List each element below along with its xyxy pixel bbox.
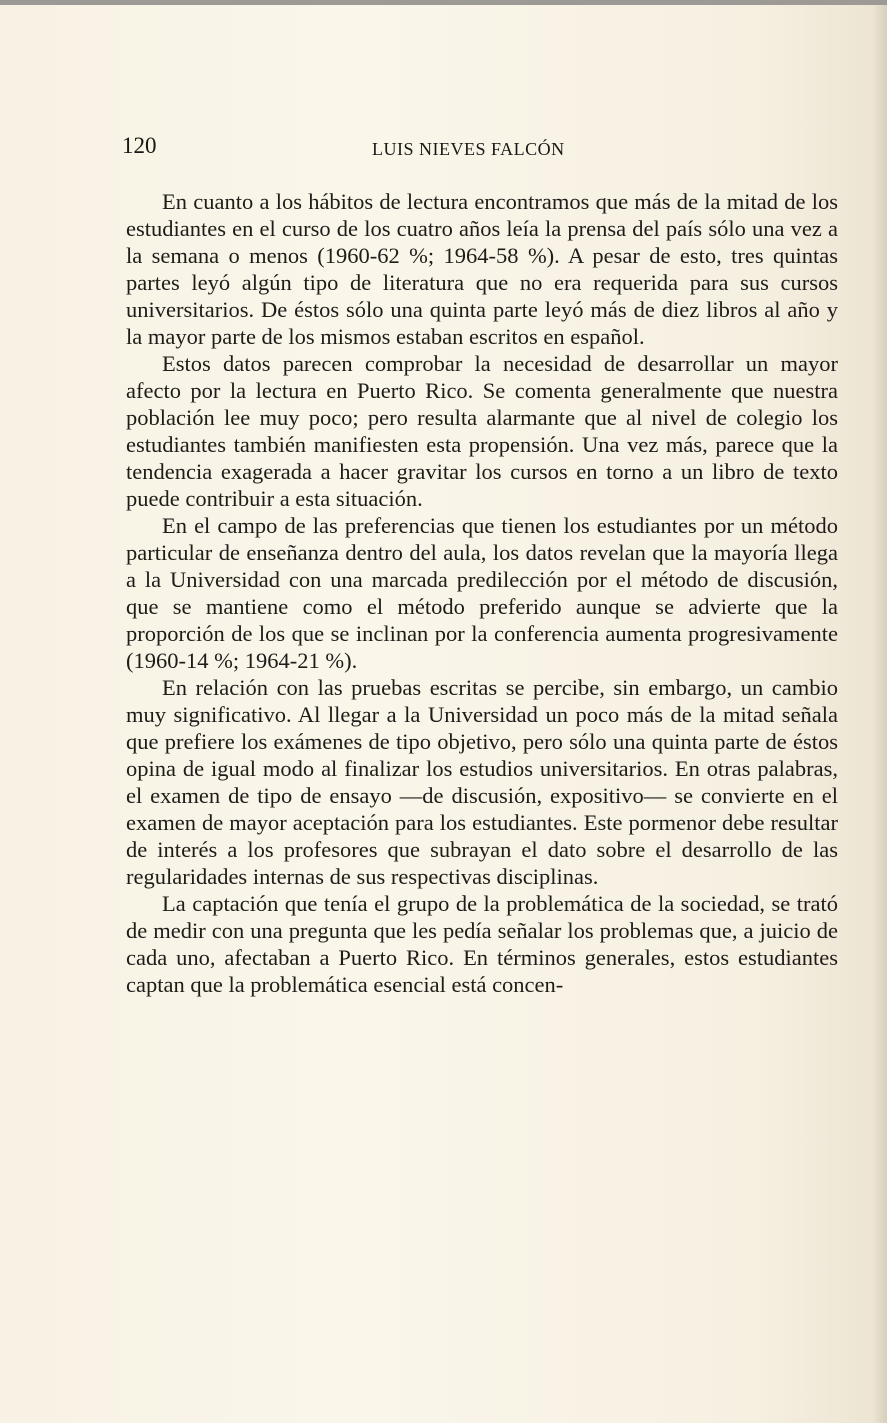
page-number: 120 [122,133,157,158]
page-edge-shadow [873,5,887,1423]
running-head: LUIS NIEVES FALCÓN [372,139,565,159]
paragraph: Estos datos parecen comprobar la necesidad de desarrollar un mayor afecto por la lectura en Puerto Rico. Se comenta generalmente que nuestra población lee muy poco; pero resulta alarmante que al nivel de colegio los estudiantes también manifiesten esta propensión. Una vez más, parece que la tendencia exagerada a hacer gravitar los cursos en torno a un libro de texto puede contribuir a esta situación. [126,351,838,511]
paragraph: En relación con las pruebas escritas se percibe, sin embargo, un cambio muy significativo. Al llegar a la Universidad un poco más de la mitad señala que prefiere los exámenes de tipo objetivo, pero sólo una quinta parte de éstos opina de igual modo al finalizar los estudios universitarios. En otras palabras, el examen de tipo de ensayo —de discusión, expositivo— se convierte en el examen de mayor aceptación para los estudiantes. Este pormenor debe resultar de interés a los profesores que subrayan el dato sobre el desarrollo de las regularidades internas de sus respectivas disciplinas. [126,675,838,889]
page-header [122,129,837,165]
paragraph: En el campo de las preferencias que tienen los estudiantes por un método particular de enseñanza dentro del aula, los datos revelan que la mayoría llega a la Universidad con una marcada predilección por el método de discusión, que se mantiene como el método preferido aunque se advierte que la proporción de los que se inclinan por la conferencia aumenta progresivamente (1960-14 %; 1964-21 %). [126,513,838,673]
paragraph: En cuanto a los hábitos de lectura encontramos que más de la mitad de los estudiantes en el curso de los cuatro años leía la prensa del país sólo una vez a la semana o menos (1960-62 %; 1964-58 %). A pesar de esto, tres quintas partes leyó algún tipo de literatura que no era requerida para sus cursos universitarios. De éstos sólo una quinta parte leyó más de diez libros al año y la mayor parte de los mismos estaban escritos en español. [126,189,838,349]
paragraph: La captación que tenía el grupo de la problemática de la sociedad, se trató de medir con una pregunta que les pedía señalar los problemas que, a juicio de cada uno, afectaban a Puerto Rico. En términos generales, estos estudiantes captan que la problemática esencial está concen- [126,891,838,997]
body-text [126,188,838,998]
